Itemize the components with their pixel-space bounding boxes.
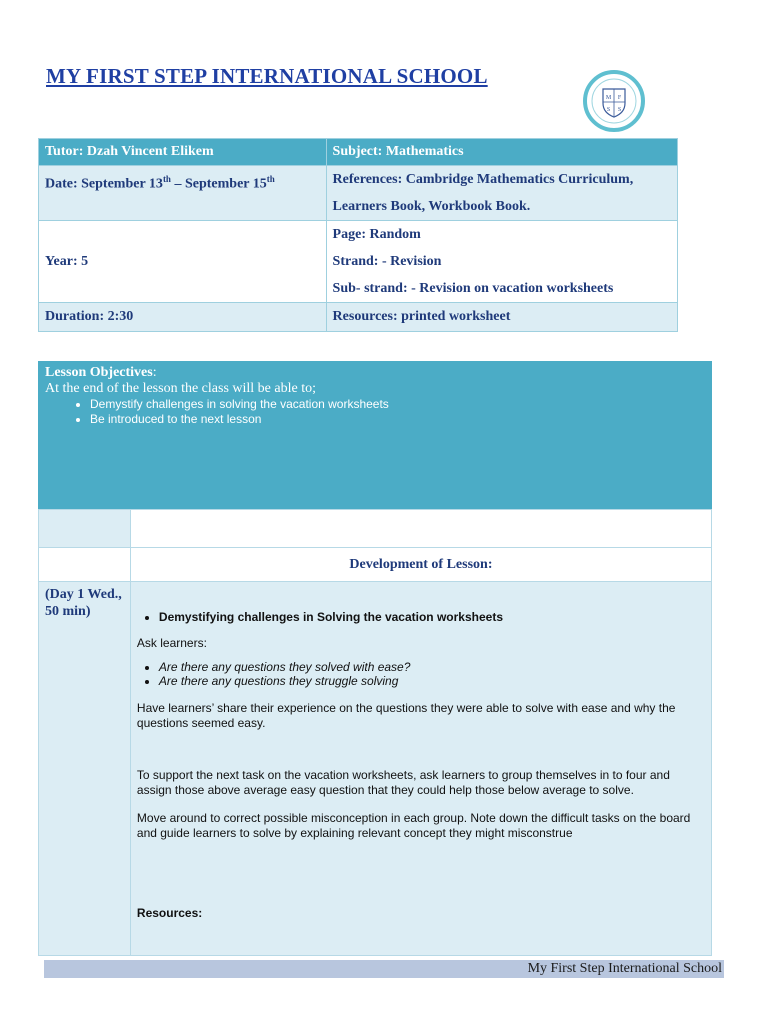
tutor-cell: Tutor: Dzah Vincent Elikem	[39, 139, 327, 166]
blank-cell	[130, 510, 711, 548]
objective-item: • Be introduced to the next lesson	[90, 412, 712, 427]
svg-text:M: M	[605, 95, 612, 101]
ask-label: Ask learners:	[136, 636, 207, 650]
lesson-topic: • Demystifying challenges in Solving the vacation worksheets	[159, 610, 705, 624]
objective-item: • Demystify challenges in solving the vacation worksheets	[90, 397, 712, 412]
paragraph-share: Have learners’ share their experience on the questions they were able to solve with ease and why the questions seemed easy.	[136, 701, 676, 730]
svg-text:S: S	[617, 107, 622, 113]
duration-cell: Duration: 2:30	[39, 303, 327, 332]
date-cell: Date: September 13th – September 15th	[39, 166, 327, 221]
subject-cell: Subject: Mathematics	[326, 139, 677, 166]
school-crest-icon	[583, 70, 645, 132]
lesson-info-table	[38, 138, 678, 332]
question-item: • Are there any questions they solved with ease?	[159, 660, 705, 674]
strand-cell: Page: Random Strand: - Revision Sub- strand: - Revision on vacation worksheets	[326, 221, 677, 303]
lesson-development-table	[38, 509, 712, 956]
paragraph-group: To support the next task on the vacation worksheets, ask learners to group themselves in to four and assign those above average easy question that they could help those below average to solve.	[136, 768, 670, 797]
question-item: • Are there any questions they struggle solving	[159, 674, 705, 688]
resources-label: Resources:	[136, 906, 203, 920]
day-label: (Day 1 Wed., 50 min)	[39, 582, 131, 956]
paragraph-move: Move around to correct possible misconception in each group. Note down the difficult tasks on the board and guide learners to solve by explaining relevant concept they might misconstrue	[136, 811, 691, 840]
lesson-objectives: Lesson Objectives: At the end of the lesson the class will be able to; • Demystify challenges in solving the vacation worksheets • Be introduced to the next lesson	[38, 361, 712, 509]
objectives-heading: Lesson Objectives	[45, 365, 153, 380]
year-cell: Year: 5	[39, 221, 327, 303]
resources-cell: Resources: printed worksheet	[326, 303, 677, 332]
footer-school-name: My First Step International School	[527, 961, 722, 976]
blank-cell	[39, 510, 131, 548]
svg-text:S: S	[606, 107, 611, 113]
svg-text:F: F	[617, 95, 622, 101]
school-title: MY FIRST STEP INTERNATIONAL SCHOOL	[46, 64, 488, 88]
blank-cell	[39, 548, 131, 582]
development-heading: Development of Lesson:	[130, 548, 711, 582]
references-cell: References: Cambridge Mathematics Curriculum, Learners Book, Workbook Book.	[326, 166, 677, 221]
lesson-content	[130, 582, 711, 956]
objectives-intro: At the end of the lesson the class will be able to;	[45, 381, 316, 396]
